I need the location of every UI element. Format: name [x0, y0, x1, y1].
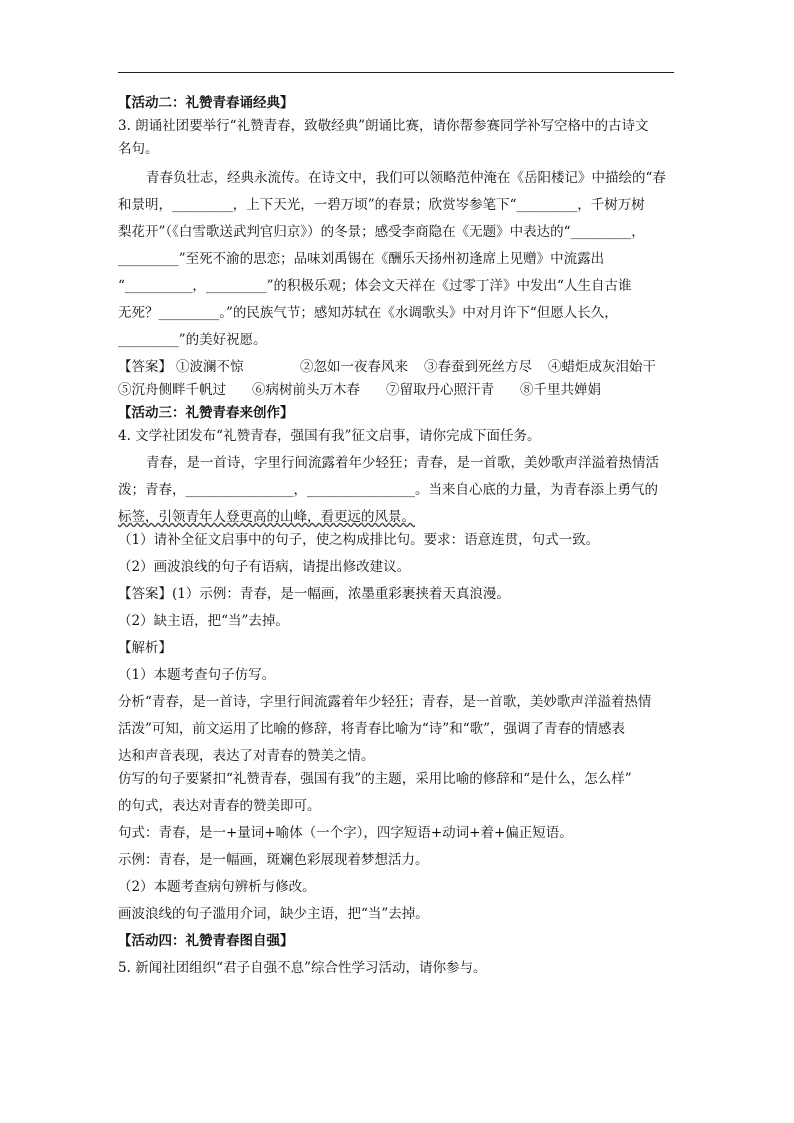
passage-line: _________”的美好祝愿。 — [118, 332, 267, 348]
passage-line: 梨花开”（《白雪歌送武判官归京》）的冬景；感受李商隐在《无题》中表达的“_________， — [118, 224, 645, 240]
task2: （2）画波浪线的句子有语病，请提出修改建议。 — [118, 559, 411, 575]
answer-item: ⑧千里共婵娟 — [520, 382, 601, 398]
passage-line: “__________，_________”的积极乐观；体会文天祥在《过零丁洋》中发出“人生自古谁 — [118, 278, 632, 294]
answer-1: 【答案】(1）示例：青春，是一幅画，浓墨重彩裹挟着天真浪漫。 — [118, 586, 510, 602]
analysis-line: 示例：青春，是一幅画，斑斓色彩展现着梦想活力。 — [118, 852, 429, 868]
analysis-line: 的句式，表达对青春的赞美即可。 — [118, 798, 321, 814]
activity4-heading: 【活动四：礼赞青春图自强】 — [118, 933, 294, 949]
essay-line: 青春，是一首诗，字里行间流露着年少轻狂；青春，是一首歌，美妙歌声洋溢着热情活 — [146, 455, 659, 471]
answer-label: 【答案】 — [118, 359, 172, 375]
answer-item: ⑤沉舟侧畔千帆过 — [118, 382, 226, 398]
answer-item: ②忽如一夜春风来 — [300, 359, 408, 375]
analysis-line: （2）本题考查病句辨析与修改。 — [118, 879, 316, 895]
answer-item: ④蜡炬成灰泪始干 — [548, 359, 656, 375]
analysis-label: 【解析】 — [118, 640, 172, 656]
essay-line-wavy — [118, 506, 678, 529]
answer-row-1 — [118, 356, 678, 379]
question5: 5. 新闻社团组织“君子自强不息”综合性学习活动，请你参与。 — [118, 960, 487, 976]
answer-row-2 — [118, 379, 678, 402]
document-body — [118, 92, 678, 980]
analysis-line: （1）本题考查句子仿写。 — [118, 667, 276, 683]
header-rule — [118, 72, 674, 73]
answer-item: ③春蚕到死丝方尽 — [424, 359, 532, 375]
answer-item: ⑥病树前头万木春 — [252, 382, 360, 398]
answer-item: ①波澜不惊 — [176, 359, 244, 375]
task1: （1）请补全征文启事中的句子，使之构成排比句。要求：语意连贯，句式一致。 — [118, 532, 600, 548]
analysis-line: 句式：青春，是一+量词+喻体（一个字），四字短语+动词+着+偏正短语。 — [118, 825, 573, 841]
passage-line: _________”至死不渝的思恋；品味刘禹锡在《酬乐天扬州初逢席上见赠》中流露出 — [118, 251, 605, 267]
passage-line: 和景明，_________，上下天光，一碧万顷”的春景；欣赏岑参笔下“_________，千树万树 — [118, 197, 645, 213]
analysis-line: 活泼”可知，前文运用了比喻的修辞，将青春比喻为“诗”和“歌”，强调了青春的情感表 — [118, 721, 626, 737]
wavy-sentence: 标签，引领青年人登更高的山峰，看更远的风景。 — [118, 509, 415, 525]
passage-line: 无死？_________。”的民族气节；感知苏轼在《水调歌头》中对月许下“但愿人长久， — [118, 305, 618, 321]
analysis-line: 画波浪线的句子滥用介词，缺少主语，把“当”去掉。 — [118, 906, 429, 922]
answer-item: ⑦留取丹心照汗青 — [386, 382, 494, 398]
answer-2: （2）缺主语，把“当”去掉。 — [118, 613, 289, 629]
essay-line: 泼；青春，________________，________________。当来自心底的力量，为青春添上勇气的 — [118, 482, 658, 498]
analysis-line: 仿写的句子要紧扣“礼赞青春，强国有我”的主题，采用比喻的修辞和“是什么，怎么样” — [118, 771, 632, 787]
passage-line: 青春负壮志，经典永流传。在诗文中，我们可以领略范仲淹在《岳阳楼记》中描绘的“春 — [146, 170, 666, 186]
question4: 4. 文学社团发布“礼赞青春，强国有我”征文启事，请你完成下面任务。 — [118, 428, 541, 444]
activity3-heading: 【活动三：礼赞青春来创作】 — [118, 405, 294, 421]
analysis-line: 分析“青春，是一首诗，字里行间流露着年少轻狂；青春，是一首歌，美妙歌声洋溢着热情 — [118, 694, 652, 710]
question3-line1: 3. 朗诵社团要举行“礼赞青春，致敬经典”朗诵比赛，请你帮参赛同学补写空格中的古诗文 — [118, 118, 649, 134]
activity2-heading: 【活动二：礼赞青春诵经典】 — [118, 95, 294, 111]
analysis-line: 达和声音表现，表达了对青春的赞美之情。 — [118, 748, 375, 764]
question3-line2: 名句。 — [118, 141, 159, 157]
